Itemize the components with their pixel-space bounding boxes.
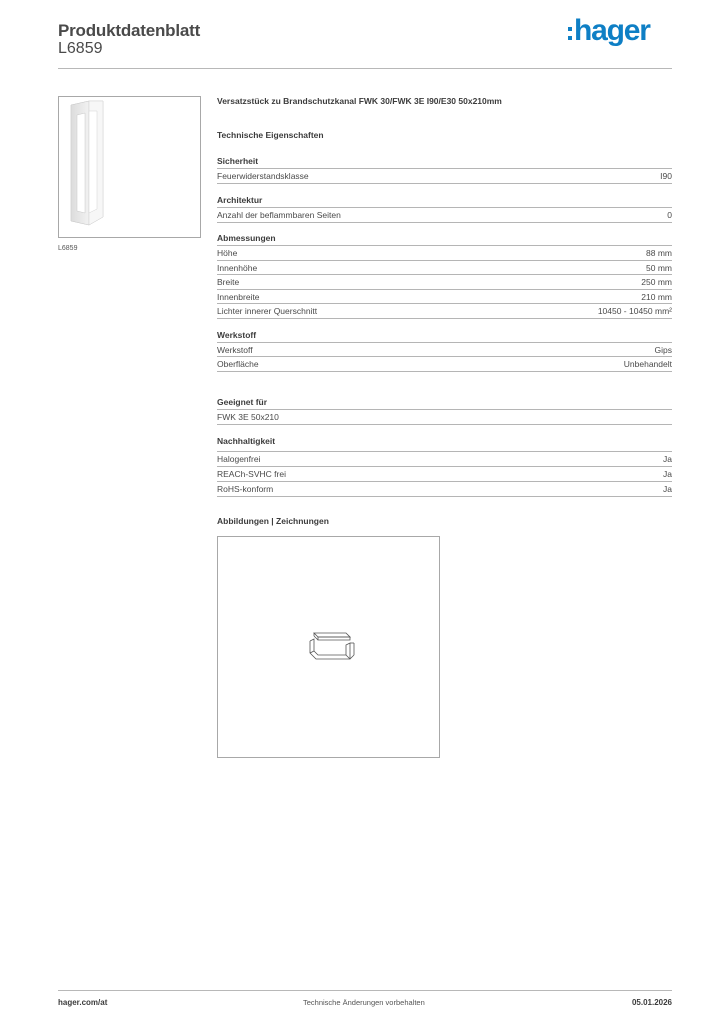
- logo-text: hager: [574, 14, 650, 47]
- property-value: Ja: [663, 469, 672, 479]
- section-title-werkstoff: Werkstoff: [217, 330, 257, 340]
- product-description: Versatzstück zu Brandschutzkanal FWK 30/FWK 3E I90/E30 50x210mm: [217, 96, 502, 106]
- property-value: 50 mm: [646, 263, 672, 273]
- property-row: [217, 207, 672, 222]
- section-title-architektur: Architektur: [217, 195, 263, 205]
- property-row: [217, 409, 672, 424]
- product-image: [58, 96, 201, 238]
- section-divider: [217, 496, 672, 497]
- section-title-abmessungen: Abmessungen: [217, 233, 276, 243]
- hager-logo: [568, 14, 650, 48]
- property-row: [217, 303, 672, 318]
- header-divider: [58, 68, 672, 69]
- properties-heading: Technische Eigenschaften: [217, 130, 324, 140]
- section-title-sicherheit: Sicherheit: [217, 156, 259, 166]
- property-label: Höhe: [217, 248, 238, 258]
- property-value: Gips: [654, 345, 672, 355]
- footer-divider: [58, 990, 672, 991]
- property-label: Werkstoff: [217, 345, 253, 355]
- property-label: Lichter innerer Querschnitt: [217, 306, 318, 316]
- document-title: Produktdatenblatt: [58, 21, 201, 40]
- section-divider: [217, 183, 672, 184]
- property-value: Unbehandelt: [623, 359, 672, 369]
- property-label: Innenhöhe: [217, 263, 258, 273]
- product-image-caption: L6859: [58, 245, 78, 252]
- footer-date: 05.01.2026: [631, 998, 672, 1007]
- property-row: [217, 168, 672, 183]
- property-label: RoHS-konform: [217, 484, 274, 494]
- drawing-sketch-icon: [218, 537, 439, 757]
- property-label: REACh-SVHC frei: [217, 469, 286, 479]
- product-frame-icon: [59, 97, 200, 237]
- property-label: FWK 3E 50x210: [217, 412, 279, 422]
- technical-drawing: [217, 536, 440, 758]
- property-row: [217, 481, 672, 496]
- logo-dots-icon: [568, 27, 572, 40]
- property-row: [217, 451, 672, 466]
- property-row: [217, 342, 672, 357]
- property-row: [217, 260, 672, 275]
- drawings-title: Abbildungen | Zeichnungen: [217, 516, 329, 526]
- section-divider: [217, 424, 672, 425]
- section-title-geeignet: Geeignet für: [217, 397, 268, 407]
- property-row: [217, 356, 672, 371]
- footer-website: hager.com/at: [58, 998, 108, 1007]
- section-title-nachhaltigkeit: Nachhaltigkeit: [217, 436, 276, 446]
- property-value: 210 mm: [641, 292, 672, 302]
- section-divider: [217, 222, 672, 223]
- property-row: [217, 245, 672, 260]
- property-value: Ja: [663, 484, 672, 494]
- property-label: Breite: [217, 277, 240, 287]
- property-value: 10450 - 10450 mm²: [597, 306, 672, 316]
- property-row: [217, 274, 672, 289]
- section-divider: [217, 318, 672, 319]
- property-label: Feuerwiderstandsklasse: [217, 171, 309, 181]
- property-value: 0: [667, 210, 672, 220]
- property-label: Oberfläche: [217, 359, 259, 369]
- property-label: Halogenfrei: [217, 454, 261, 464]
- property-row: [217, 466, 672, 481]
- property-value: I90: [660, 171, 672, 181]
- property-label: Innenbreite: [217, 292, 260, 302]
- footer-notice: Technische Änderungen vorbehalten: [303, 998, 425, 1007]
- property-value: 250 mm: [641, 277, 672, 287]
- property-value: Ja: [663, 454, 672, 464]
- property-row: [217, 289, 672, 304]
- section-divider: [217, 371, 672, 372]
- property-label: Anzahl der beflammbaren Seiten: [217, 210, 341, 220]
- article-number: L6859: [58, 40, 103, 57]
- property-value: 88 mm: [646, 248, 672, 258]
